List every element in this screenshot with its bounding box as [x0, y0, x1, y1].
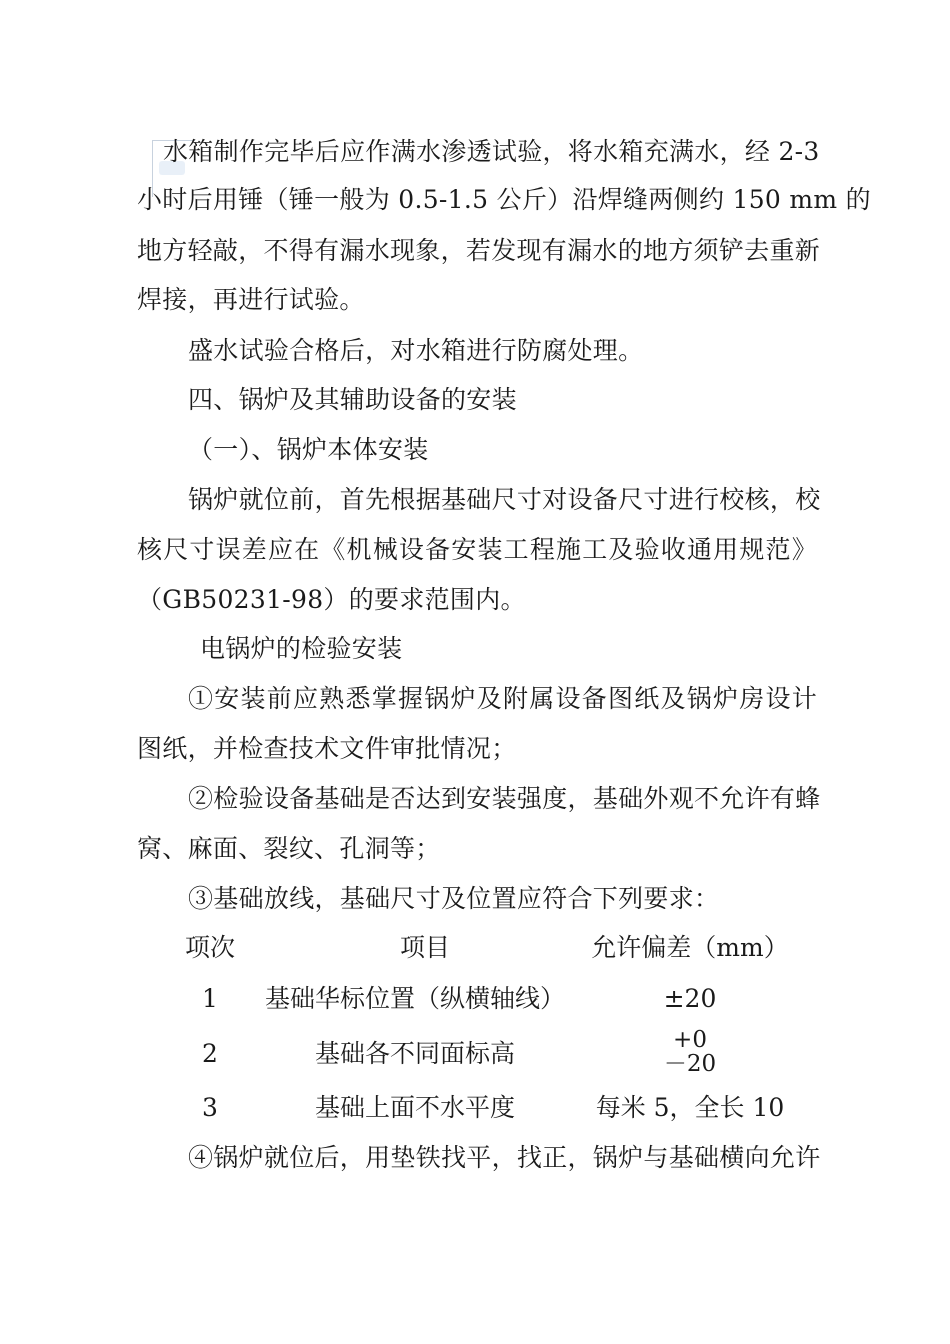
text-line: ①安装前应熟悉掌握锅炉及附属设备图纸及锅炉房设计 — [188, 684, 817, 713]
subsection-heading: （一）、锅炉本体安装 — [188, 435, 429, 464]
text-line: 小时后用锤（锤一般为 0.5-1.5 公斤）沿焊缝两侧约 150 mm 的 — [137, 185, 871, 214]
text-line: 水箱制作完毕后应作满水渗透试验，将水箱充满水，经 2-3 — [163, 137, 820, 166]
table-cell-index: 2 — [202, 1039, 218, 1068]
text-line: ②检验设备基础是否达到安装强度，基础外观不允许有蜂 — [188, 784, 821, 813]
table-cell-item: 基础华标位置（纵横轴线） — [264, 984, 565, 1013]
tolerance-lower: －20 — [663, 1051, 717, 1077]
table-cell-tolerance — [640, 1028, 740, 1076]
text-line: ③基础放线，基础尺寸及位置应符合下列要求： — [188, 884, 720, 913]
text-line: ④锅炉就位后，用垫铁找平，找正，锅炉与基础横向允许 — [188, 1143, 821, 1172]
section-heading: 四、锅炉及其辅助设备的安装 — [188, 385, 517, 414]
text-line: 地方轻敲，不得有漏水现象，若发现有漏水的地方须铲去重新 — [137, 236, 821, 265]
table-header: 项目 — [399, 933, 450, 962]
table-cell-index: 1 — [202, 984, 218, 1013]
table-cell-tolerance: ±20 — [663, 984, 717, 1013]
table-header: 允许偏差（mm） — [591, 933, 789, 962]
text-line: 盛水试验合格后，对水箱进行防腐处理。 — [188, 336, 644, 365]
text-line: 图纸，并检查技术文件审批情况； — [137, 734, 517, 763]
table-cell-item: 基础各不同面标高 — [314, 1039, 515, 1068]
text-line: 核尺寸误差应在《机械设备安装工程施工及验收通用规范》 — [137, 535, 817, 564]
text-line: 焊接，再进行试验。 — [137, 285, 365, 314]
table-cell-index: 3 — [202, 1093, 218, 1122]
subheading: 电锅炉的检验安装 — [200, 634, 403, 663]
table-cell-tolerance: 每米 5，全长 10 — [595, 1093, 785, 1122]
tolerance-upper: +0 — [673, 1027, 707, 1053]
text-line: 锅炉就位前，首先根据基础尺寸对设备尺寸进行校核，校 — [188, 485, 821, 514]
table-header: 项次 — [184, 933, 235, 962]
table-cell-item: 基础上面不水平度 — [314, 1093, 515, 1122]
text-line: 窝、麻面、裂纹、孔洞等； — [137, 834, 441, 863]
text-line: （GB50231-98）的要求范围内。 — [137, 585, 526, 614]
